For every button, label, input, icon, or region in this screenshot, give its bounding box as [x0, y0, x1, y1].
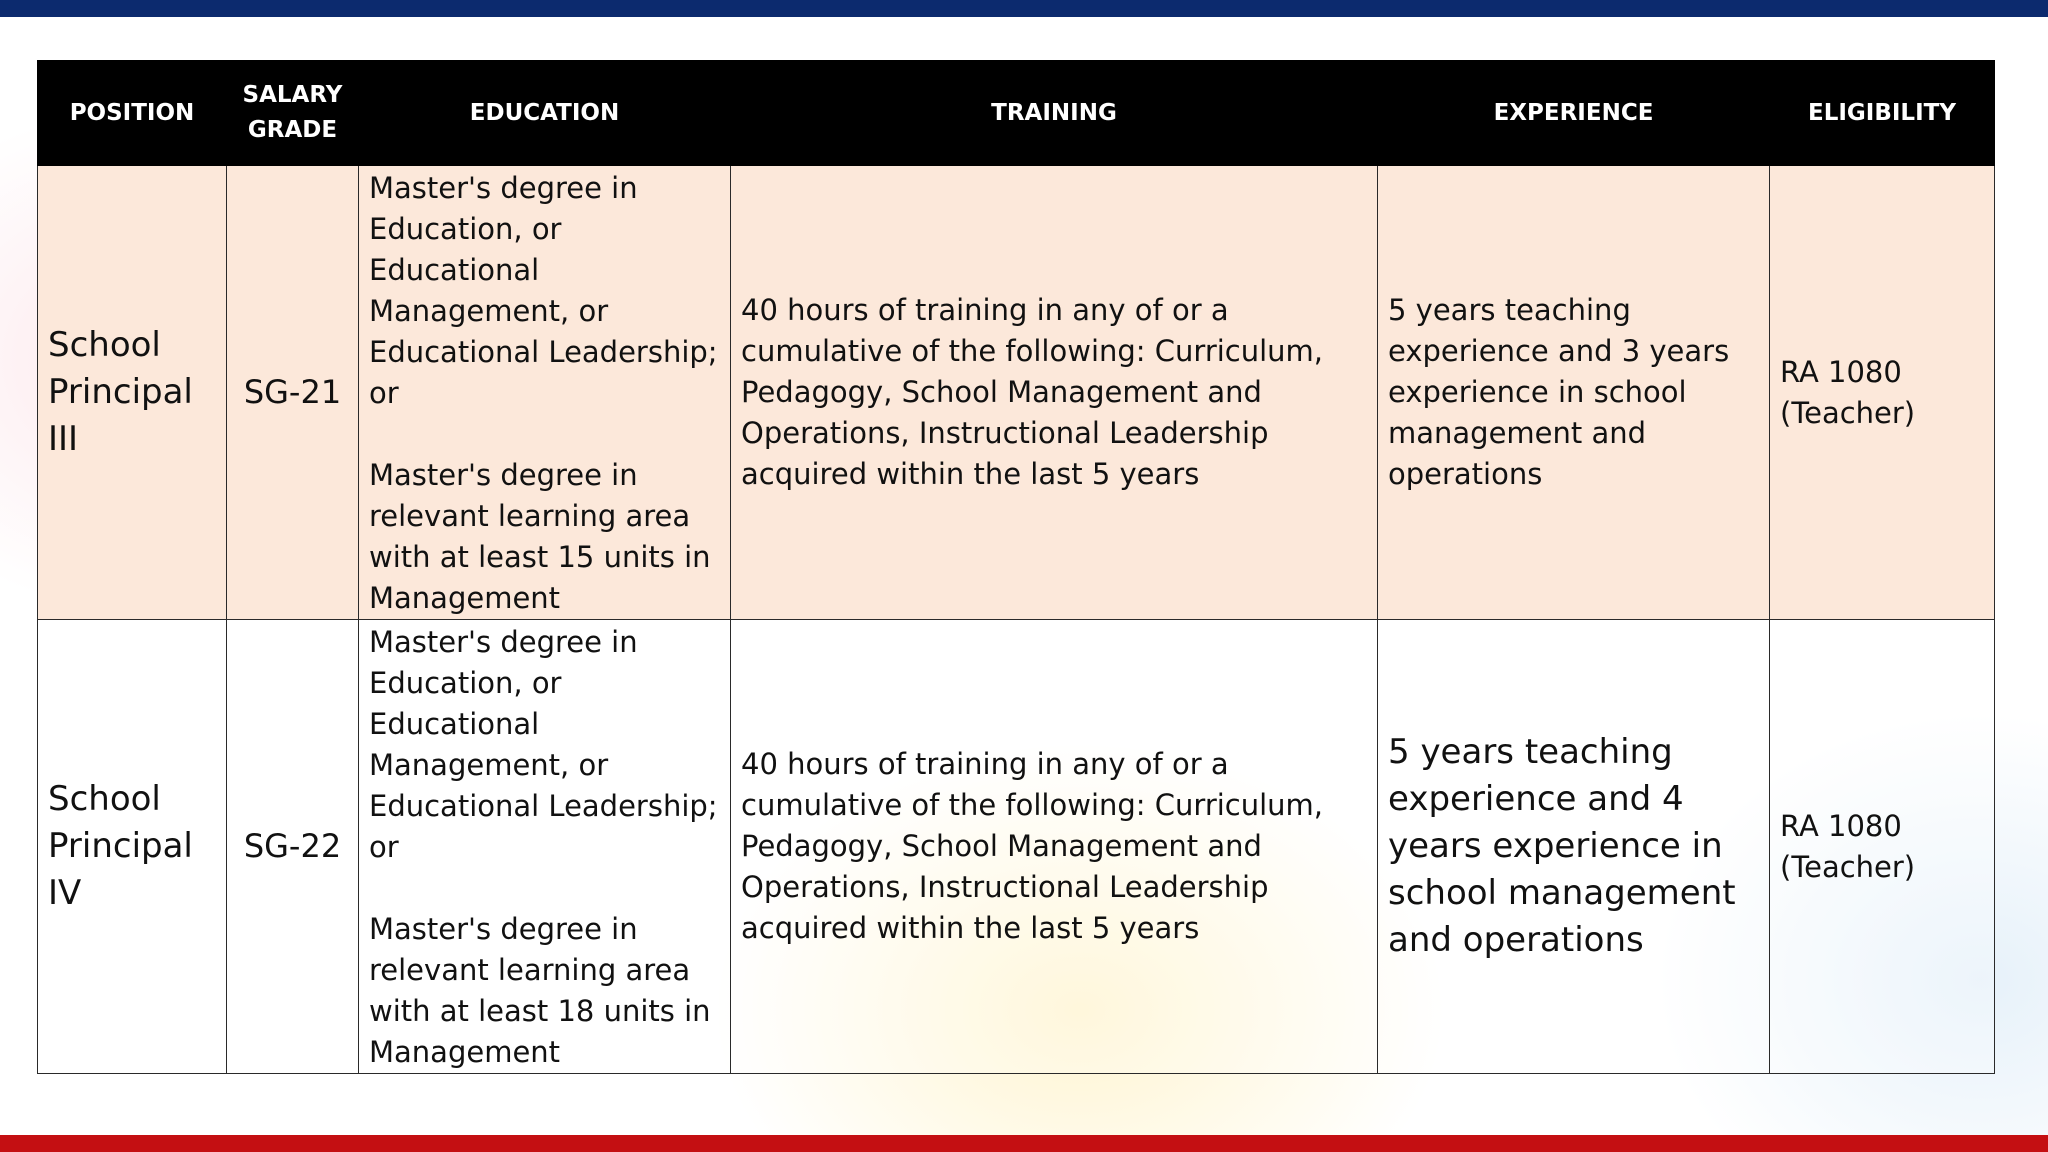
header-salary-grade: SALARY GRADE — [227, 61, 359, 166]
header-training: TRAINING — [731, 61, 1378, 166]
education-option-2: Master's degree in relevant learning area with at least 15 units in Management — [369, 458, 711, 615]
top-accent-bar — [0, 0, 2048, 17]
education-option-1: Master's degree in Education, or Educational Management, or Educational Leadership; or — [369, 625, 718, 864]
experience-cell: 5 years teaching experience and 3 years experience in school management and operations — [1378, 166, 1770, 620]
table-row — [38, 620, 1995, 1074]
salary-grade-cell: SG-22 — [227, 620, 359, 1074]
training-cell: 40 hours of training in any of or a cumulative of the following: Curriculum, Pedagogy, School Management and Operations, Instructional Leadership acquired within the last 5 years — [731, 166, 1378, 620]
qualification-standards-table — [37, 60, 1995, 1074]
education-option-2: Master's degree in relevant learning area with at least 18 units in Management — [369, 912, 711, 1069]
header-position: POSITION — [38, 61, 227, 166]
experience-cell: 5 years teaching experience and 4 years experience in school management and operations — [1378, 620, 1770, 1074]
header-education: EDUCATION — [359, 61, 731, 166]
table-header-row — [38, 61, 1995, 166]
salary-grade-cell: SG-21 — [227, 166, 359, 620]
training-cell: 40 hours of training in any of or a cumulative of the following: Curriculum, Pedagogy, School Management and Operations, Instructional Leadership acquired within the last 5 years — [731, 620, 1378, 1074]
eligibility-cell: RA 1080 (Teacher) — [1770, 620, 1995, 1074]
education-option-1: Master's degree in Education, or Educational Management, or Educational Leadership; or — [369, 171, 718, 410]
bottom-accent-bar — [0, 1135, 2048, 1152]
table-row — [38, 166, 1995, 620]
eligibility-cell: RA 1080 (Teacher) — [1770, 166, 1995, 620]
header-experience: EXPERIENCE — [1378, 61, 1770, 166]
header-eligibility: ELIGIBILITY — [1770, 61, 1995, 166]
position-cell: School Principal III — [38, 166, 227, 620]
education-cell — [359, 166, 731, 620]
position-cell: School Principal IV — [38, 620, 227, 1074]
education-cell — [359, 620, 731, 1074]
